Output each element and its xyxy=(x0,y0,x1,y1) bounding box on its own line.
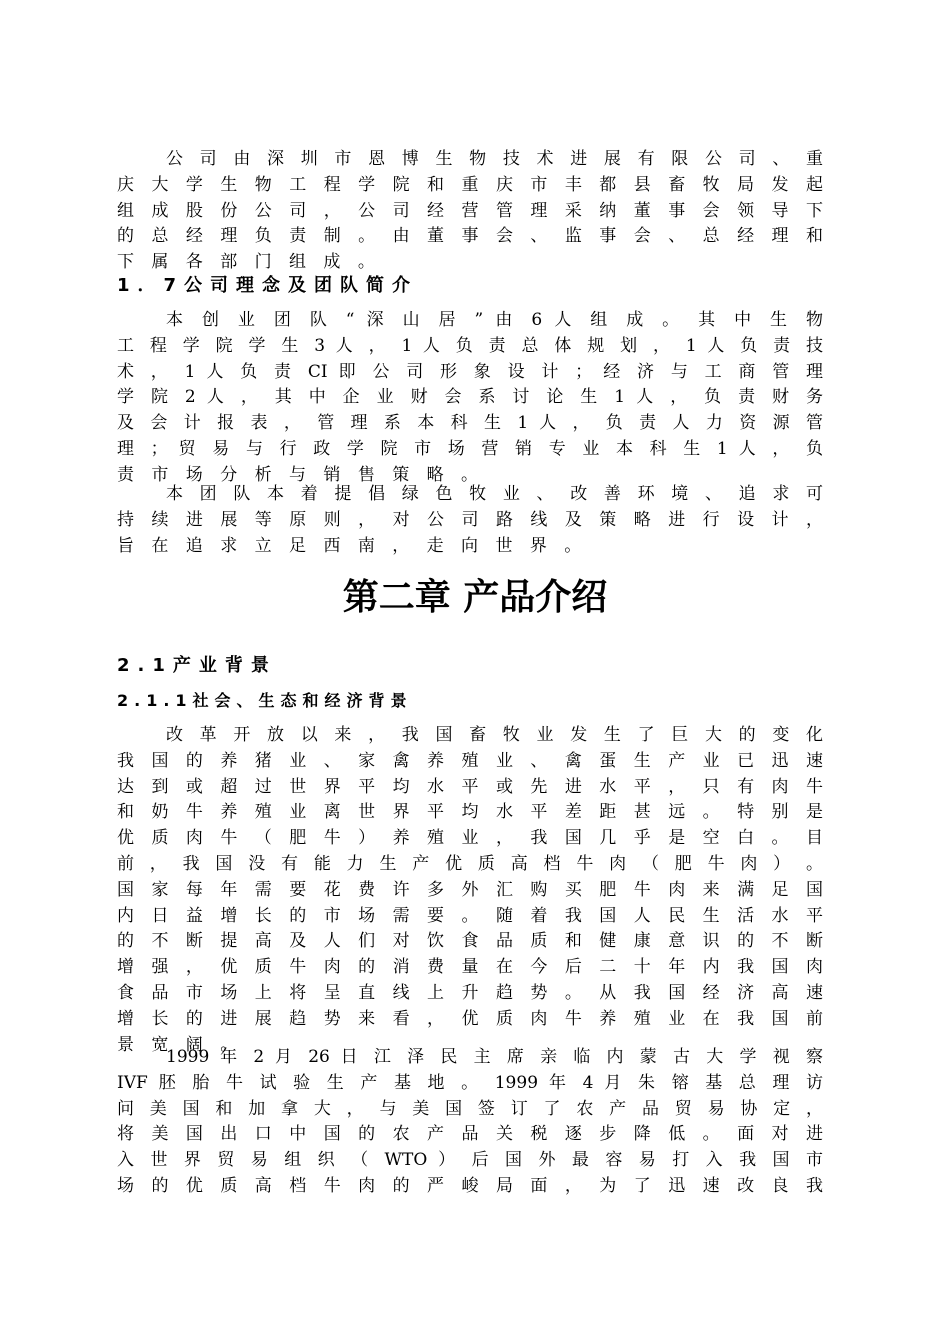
section-2-1-heading: 2.1产业背景 xyxy=(117,655,277,676)
text-line: 将 美 国 出 口 中 国 的 农 产 品 关 税 逐 步 降 低 。 面 对 进 xyxy=(117,1124,823,1145)
text-line: 旨 在 追 求 立 足 西 南 ， 走 向 世 界 。 xyxy=(117,535,588,556)
text-line: 国 家 每 年 需 要 花 费 许 多 外 汇 购 买 肥 牛 肉 来 满 足 国 xyxy=(117,879,823,900)
intro-paragraph xyxy=(117,147,823,276)
text-line: 工 程 学 院 学 生 3 人 ， 1 人 负 责 总 体 规 划 ， 1 人 负 责 技 xyxy=(117,335,823,356)
text-line: 场 的 优 质 高 档 牛 肉 的 严 峻 局 面 ， 为 了 迅 速 改 良 我 xyxy=(117,1175,823,1196)
text-line: 公 司 由 深 圳 市 恩 博 生 物 技 术 进 展 有 限 公 司 、 重 xyxy=(166,149,823,169)
text-line: 术 ， 1 人 负 责 CI 即 公 司 形 象 设 计 ； 经 济 与 工 商 管 理 xyxy=(117,361,823,382)
text-line: 景 宽 阔 。 xyxy=(117,1034,244,1055)
text-line: 下 属 各 部 门 组 成 。 xyxy=(117,252,381,273)
text-line: 理 ； 贸 易 与 行 政 学 院 市 场 营 销 专 业 本 科 生 1 人 ， 负 xyxy=(117,438,823,459)
text-line: 学 院 2 人 ， 其 中 企 业 财 会 系 讨 论 生 1 人 ， 负 责 财 务 xyxy=(117,387,823,408)
text-line: 持 续 进 展 等 原 则 ， 对 公 司 路 线 及 策 略 进 行 设 计 ， xyxy=(117,509,823,530)
text-line: 本 创 业 团 队 “ 深 山 居 ” 由 6 人 组 成 。 其 中 生 物 xyxy=(166,310,823,330)
section-1-7-heading: 1．7公司理念及团队简介 xyxy=(117,275,419,296)
section-2-1-1-heading: 2.1.1社会、生态和经济背景 xyxy=(117,691,413,710)
background-paragraph xyxy=(117,723,823,1058)
history-paragraph xyxy=(117,1045,823,1200)
text-line: IVF 胚 胎 牛 试 验 生 产 基 地 。 1999 年 4 月 朱 镕 基 总 理 访 xyxy=(117,1072,823,1093)
text-line: 我 国 的 养 猪 业 、 家 禽 养 殖 业 、 禽 蛋 生 产 业 已 迅 速 xyxy=(117,750,823,771)
text-line: 达 到 或 超 过 世 界 平 均 水 平 或 先 进 水 平 ， 只 有 肉 牛 xyxy=(117,776,823,797)
text-line: 庆 大 学 生 物 工 程 学 院 和 重 庆 市 丰 都 县 畜 牧 局 发 起 xyxy=(117,174,823,195)
text-line: 入 世 界 贸 易 组 织 （ WTO ） 后 国 外 最 容 易 打 入 我 国 市 xyxy=(117,1150,823,1171)
text-line: 的 总 经 理 负 责 制 。 由 董 事 会 、 监 事 会 、 总 经 理 和 xyxy=(117,226,823,247)
text-line: 优 质 肉 牛 （ 肥 牛 ） 养 殖 业 ， 我 国 几 乎 是 空 白 。 目 xyxy=(117,828,823,849)
team-paragraph xyxy=(117,308,823,489)
text-line: 前 ， 我 国 没 有 能 力 生 产 优 质 高 档 牛 肉 （ 肥 牛 肉 ） 。 xyxy=(117,853,823,874)
text-line: 责 市 场 分 析 与 销 售 策 略 。 xyxy=(117,464,485,485)
text-line: 增 长 的 进 展 趋 势 来 看 ， 优 质 肉 牛 养 殖 业 在 我 国 前 xyxy=(117,1008,823,1029)
text-line: 增 强 ， 优 质 牛 肉 的 消 费 量 在 今 后 二 十 年 内 我 国 肉 xyxy=(117,957,823,978)
text-line: 组 成 股 份 公 司 ， 公 司 经 营 管 理 采 纳 董 事 会 领 导 下 xyxy=(117,200,823,221)
text-line: 本 团 队 本 着 提 倡 绿 色 牧 业 、 改 善 环 境 、 追 求 可 xyxy=(166,484,823,504)
text-line: 1999 年 2 月 26 日 江 泽 民 主 席 亲 临 内 蒙 古 大 学 视 察 xyxy=(166,1047,823,1067)
text-line: 改 革 开 放 以 来 ， 我 国 畜 牧 业 发 生 了 巨 大 的 变 化 xyxy=(166,725,823,745)
text-line: 问 美 国 和 加 拿 大 ， 与 美 国 签 订 了 农 产 品 贸 易 协 定 ， xyxy=(117,1098,823,1119)
text-line: 及 会 计 报 表 ， 管 理 系 本 科 生 1 人 ， 负 责 人 力 资 源 管 xyxy=(117,413,823,434)
text-line: 食 品 市 场 上 将 呈 直 线 上 升 趋 势 。 从 我 国 经 济 高 速 xyxy=(117,982,823,1003)
text-line: 和 奶 牛 养 殖 业 离 世 界 平 均 水 平 差 距 甚 远 。 特 别 是 xyxy=(117,802,823,823)
text-line: 内 日 益 增 长 的 市 场 需 要 。 随 着 我 国 人 民 生 活 水 平 xyxy=(117,905,823,926)
principles-paragraph xyxy=(117,482,823,559)
text-line: 的 不 断 提 高 及 人 们 对 饮 食 品 质 和 健 康 意 识 的 不 断 xyxy=(117,931,823,952)
chapter-title: 第二章 产品介绍 xyxy=(342,577,608,618)
